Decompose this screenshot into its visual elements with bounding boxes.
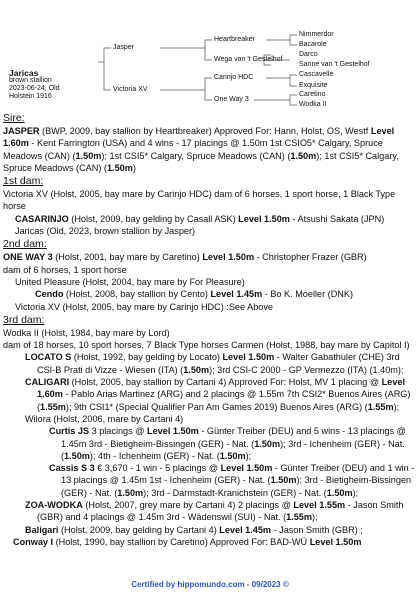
- caligari-height-2: 1.55m: [367, 401, 394, 412]
- dam3-line1: Wodka II (Holst, 1984, bay mare by Lord): [3, 327, 170, 338]
- sire-height-1: 1.50m: [75, 150, 102, 161]
- pedigree-sss: Nimmerdor: [299, 31, 334, 38]
- pedigree-sdd: Sanne van 't Gestelhof: [299, 61, 370, 68]
- horse-desc-2: 2023-06-24, Old: [9, 85, 60, 92]
- dam2-offspring-1: United Pleasure (Holst, 2004, bay mare by For Pleasure): [15, 276, 245, 287]
- conway-entry: [3, 536, 417, 548]
- one-way-text-a: (Holst, 2001, bay mare by Caretino): [52, 252, 203, 263]
- caligari-text-c: ); 9th CSI1* (Special Qualifier Pan Am Games 2019) Buenos Aires (ARG) (: [65, 401, 368, 412]
- zoa-entry: [3, 499, 417, 524]
- cassis-height-3: 1.50m: [326, 487, 353, 498]
- curtis-text-e: );: [245, 450, 252, 461]
- caligari-text-b: - Pablo Arias Martinez (ARG) and 2 placings @ 1.55m 7th CSI2* Buenos Aires (ARG) (: [37, 389, 411, 412]
- cassis-entry: [3, 462, 417, 499]
- cassis-text-d: ); 3rd - Darmstadt-Kranichstein (GER) - Nat. (: [143, 487, 327, 498]
- conway-level: Level 1.50m: [309, 536, 362, 547]
- locato-text-b: - Walter Gabathuler (CHE) 3rd CSI-B Prati di Vizze - Wiesen (ITA) (: [37, 352, 400, 375]
- casarinjo-name: CASARINJO: [15, 213, 69, 224]
- baligari-text-b: - Jason Smith (GBR) ;: [271, 524, 363, 535]
- one-way-name: ONE WAY 3: [3, 252, 53, 263]
- sire-text-d: ); 1st CSI5* Calgary, Spruce Meadows (CAN) (: [3, 150, 399, 173]
- caligari-text-a: (Holst, 2005, bay stallion by Cartani 4) Approved For: Holst, MV 1 placing @: [69, 377, 382, 388]
- sire-height-2: 1.50m: [290, 150, 317, 161]
- one-way-text-b: - Christopher Frazer (GBR): [254, 252, 367, 263]
- horse-desc-3: Holstein 1916: [9, 93, 52, 100]
- dam1-header: 1st dam:: [3, 175, 44, 188]
- pedigree-dd: One Way 3: [214, 96, 249, 103]
- locato-height-1: 1.50m: [183, 364, 210, 375]
- curtis-entry: [3, 425, 417, 462]
- cendo-text-b: - Bo K. Moeller (DNK): [262, 289, 353, 300]
- caligari-level: Level 1.60m: [37, 377, 406, 400]
- pedigree-tree: [0, 0, 420, 112]
- casarinjo-text-b: - Atsushi Sakata (JPN): [289, 213, 385, 224]
- pedigree-sds: Darco: [299, 51, 318, 58]
- baligari-level: Level 1.45m: [219, 524, 272, 535]
- caligari-height-1: 1.55m: [40, 401, 66, 412]
- sire-level: Level 1.60m: [3, 126, 395, 149]
- zoa-text-c: );: [312, 512, 318, 523]
- cassis-text-b: - Günter Treiber (DEU) and 1 win - 13 placings @ 1.45m 1st - Ichenheim (GER) - Nat. (: [61, 463, 415, 486]
- zoa-name: ZOA-WODKA: [25, 500, 83, 511]
- sire-text-e: ): [132, 162, 136, 173]
- dam2-offspring-1a: [3, 288, 417, 300]
- zoa-text-b: - Jason Smith (GBR) and 4 placings @ 1.45m 3rd - Wädenswil (SUI) - Nat. (: [37, 500, 404, 523]
- cassis-text-c: ); 3rd - Bietigheim-Bissingen (GER) - Nat. (: [61, 475, 412, 498]
- zoa-level: Level 1.55m: [293, 500, 346, 511]
- curtis-text-d: ); 4th - Ichenheim (GER) - Nat. (: [89, 450, 220, 461]
- pedigree-ds: Carinjo HDC: [214, 74, 254, 81]
- locato-text-a: (Holst, 1992, bay gelding by Locato): [71, 352, 223, 363]
- sire-header: Sire:: [3, 112, 25, 124]
- dam2-entry: [3, 251, 417, 263]
- one-way-level: Level 1.50m: [202, 252, 255, 263]
- curtis-text-c: ); 3rd - Ichenheim (GER) - Nat. (: [61, 438, 405, 461]
- sire-height-3: 1.50m: [106, 162, 133, 173]
- zoa-text-a: (Holst, 2007, grey mare by Cartani 4) 2 placings @: [82, 500, 294, 511]
- horse-desc-1: brown stallion: [9, 77, 52, 84]
- sire-text-a: (BWP, 2009, bay stallion by Heartbreaker) Approved For: Hann, Holst, OS, Westf: [39, 126, 371, 136]
- cendo-name: Cendo: [35, 289, 64, 300]
- curtis-height-3: 1.50m: [219, 450, 246, 461]
- cassis-height-2: 1.50m: [117, 487, 144, 498]
- casarinjo-level: Level 1.50m: [238, 213, 290, 224]
- baligari-name: Baligari: [25, 524, 59, 535]
- dam2-offspring-2: Victoria XV (Holst, 2005, bay mare by Carinjo HDC) :See Above: [15, 301, 273, 312]
- locato-text-c: ); 3rd CSI-C 2000 - GP Vermezzo (ITA) (1.40m);: [209, 364, 404, 375]
- cassis-level: Level 1.50m: [220, 463, 273, 474]
- dam2-line2: dam of 6 horses, 1 sport horse: [3, 264, 127, 275]
- sire-text-c: ); 1st CSI5* Calgary, Spruce Meadows (CAN) (: [101, 150, 291, 161]
- conway-name: Conway I: [13, 536, 54, 547]
- caligari-entry: [3, 376, 417, 413]
- locato-level: Level 1.50m: [222, 352, 275, 363]
- pedigree-dds: Caretino: [299, 91, 326, 98]
- certification-footer[interactable]: Certified by hippomundo.com - 09/2023 ©: [131, 580, 289, 589]
- pedigree-sire: Jasper: [113, 44, 135, 51]
- cassis-height-1: 1.50m: [270, 475, 297, 486]
- pedigree-dss: Cascavelle: [299, 71, 334, 78]
- zoa-height-1: 1.55m: [286, 512, 312, 523]
- cendo-text-a: (Holst, 2008, bay stallion by Cento): [63, 289, 211, 300]
- locato-entry: [3, 351, 417, 376]
- curtis-name: Curtis JS: [49, 426, 90, 437]
- curtis-text-a: 3 placings @: [89, 426, 148, 437]
- locato-name: LOCATO S: [25, 352, 72, 363]
- caligari-name: CALIGARI: [25, 377, 70, 388]
- curtis-height-1: 1.50m: [254, 438, 281, 449]
- sire-name: JASPER: [3, 126, 40, 136]
- sire-text-b: - Kent Farrington (USA) and 4 wins - 17 placings @ 1.50m 1st CSIO5* Calgary, Spruce Meadows (CAN) (: [3, 138, 383, 161]
- caligari-text-d: );: [393, 401, 400, 412]
- pedigree-ssd: Bacarole: [299, 41, 327, 48]
- baligari-text-a: (Holst, 2009, bay gelding by Cartani 4): [58, 524, 220, 535]
- dam1-offspring-2: Jaricas (Old, 2023, brown stallion by Jasper): [15, 226, 196, 237]
- curtis-text-b: - Günter Treiber (DEU) and 5 wins - 13 placings @ 1.45m 3rd - Bietigheim-Bissingen (GER) - Nat. (: [61, 426, 406, 449]
- cassis-text-a: € 3,670 - 1 win - 5 placings @: [94, 463, 221, 474]
- dam3-header: 3rd dam:: [3, 313, 45, 326]
- sire-entry: [3, 125, 417, 174]
- pedigree-sd: Wega van 't Gestelhof: [214, 56, 283, 63]
- pedigree-dam: Victoria XV: [113, 86, 148, 93]
- cendo-level: Level 1.45m: [210, 289, 263, 300]
- dam1-offspring-1: [3, 213, 417, 225]
- pedigree-dsd: Exquisite: [299, 82, 328, 89]
- cassis-text-e: );: [352, 487, 359, 498]
- baligari-entry: [3, 524, 417, 536]
- curtis-height-2: 1.50m: [64, 450, 90, 461]
- wilora-entry: Wilora (Holst, 2006, mare by Cartani 4): [25, 413, 184, 424]
- pedigree-report: [3, 111, 417, 548]
- dam3-line2: dam of 18 horses, 10 sport horses, 7 Black Type horses Carmen (Holst, 1988, bay mare by Capitol I): [3, 340, 410, 351]
- cassis-name: Cassis S 3: [49, 463, 95, 474]
- pedigree-ss: Heartbreaker: [214, 36, 255, 43]
- casarinjo-text-a: (Holst, 2009, bay gelding by Casall ASK): [68, 213, 239, 224]
- dam1-line: Victoria XV (Holst, 2005, bay mare by Carinjo HDC) dam of 6 horses, 1 sport horse, 1 Black Type horse: [3, 189, 396, 212]
- curtis-level: Level 1.50m: [147, 426, 199, 437]
- dam2-header: 2nd dam:: [3, 238, 47, 251]
- horse-name: Jaricas: [9, 68, 39, 78]
- pedigree-ddd: Wodka II: [299, 101, 327, 108]
- pedigree-lines: [0, 0, 420, 112]
- conway-text-a: (Holst, 1990, bay stallion by Caretino) Approved For: BAD-WÜ: [53, 536, 310, 547]
